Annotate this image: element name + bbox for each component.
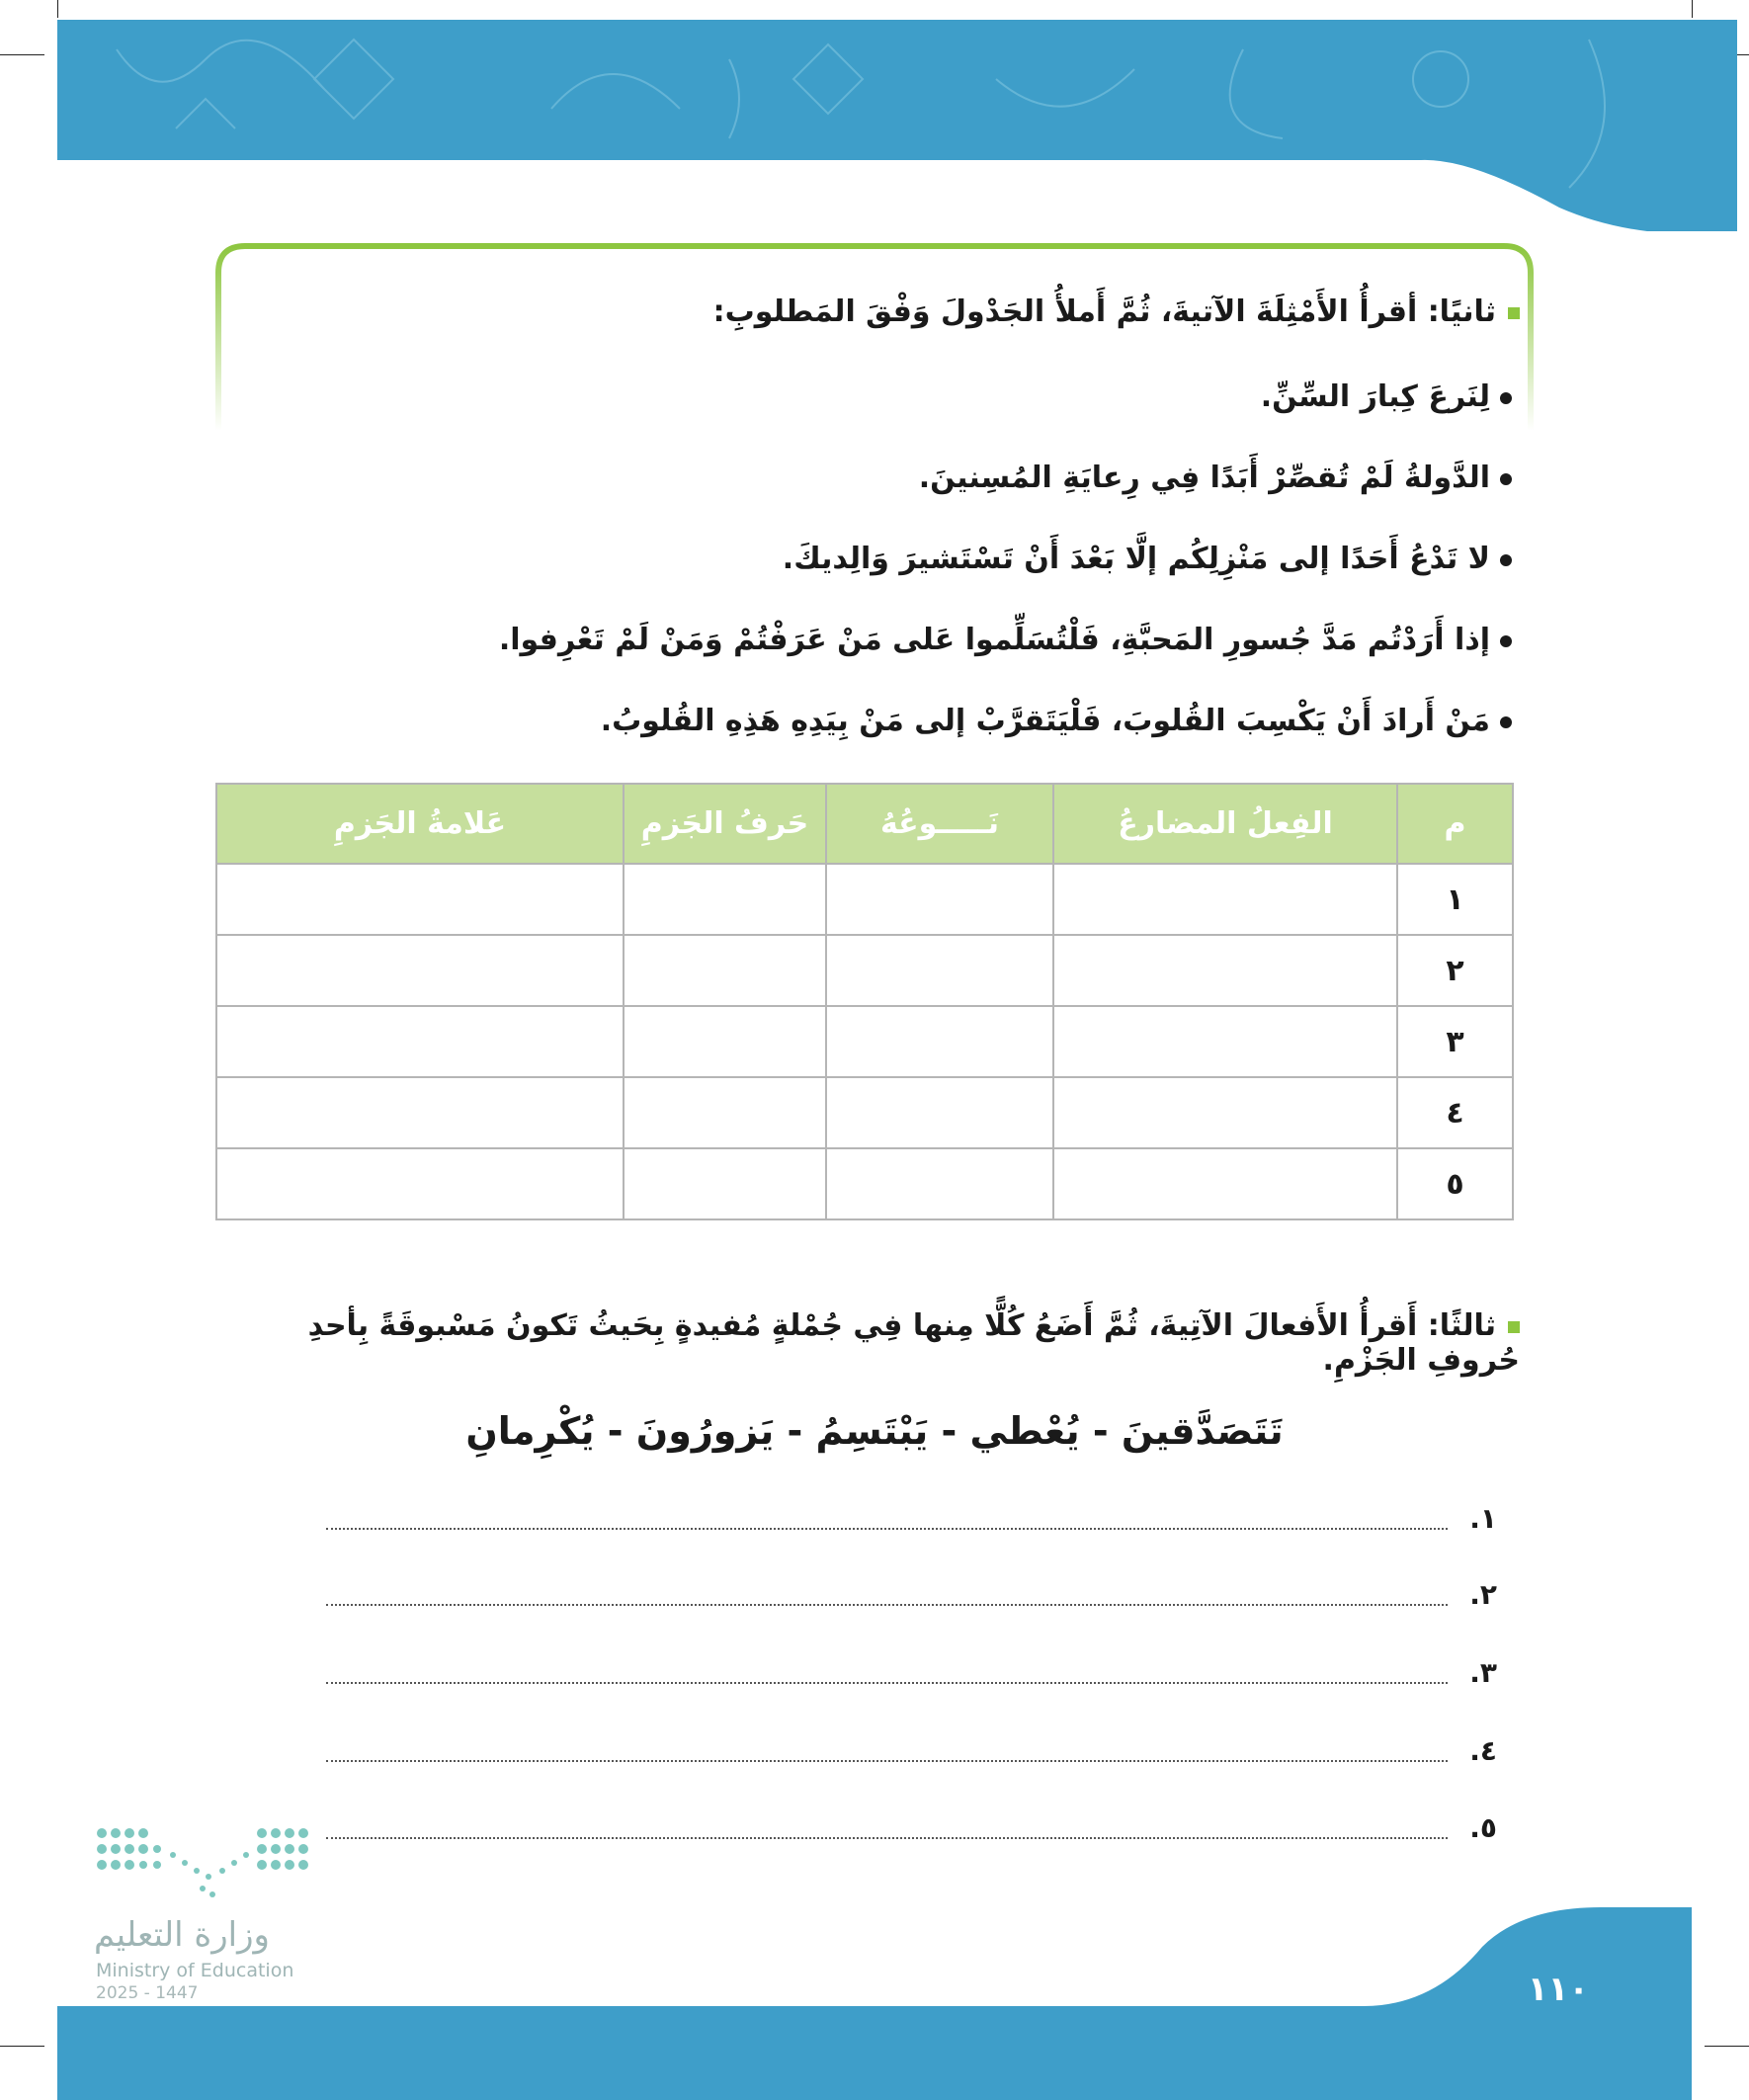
verbs-list: تَتَصَدَّقينَ - يُعْطي - يَبْتَسِمُ - يَزورُونَ - يُكْرِمانِ	[465, 1409, 1284, 1453]
ministry-name-en: Ministry of Education	[96, 1960, 294, 1981]
answer-cell[interactable]	[216, 1077, 624, 1148]
examples-list	[267, 366, 1512, 771]
answer-line[interactable]	[326, 1656, 1497, 1696]
answer-line[interactable]	[326, 1502, 1497, 1542]
dotted-line	[326, 1682, 1448, 1684]
row-number: ٤	[1397, 1077, 1513, 1148]
row-number: ٥	[1397, 1148, 1513, 1219]
answer-cell[interactable]	[624, 1148, 826, 1219]
table-row	[216, 864, 1513, 935]
section-heading-text: ثانيًا: أقرأُ الأَمْثِلَةَ الآتيةَ، ثُمَّ أَملأُ الجَدْولَ وَفْقَ المَطلوبِ:	[712, 294, 1496, 329]
column-header: نَـــــوعُهُ	[826, 784, 1053, 864]
answer-cell[interactable]	[216, 1148, 624, 1219]
list-item	[267, 528, 1512, 609]
table-row	[216, 1148, 1513, 1219]
row-number: ١	[1397, 864, 1513, 935]
answer-cell[interactable]	[826, 1077, 1053, 1148]
ministry-name-ar: وزارة التعليم	[94, 1915, 270, 1955]
ministry-logo-icon	[94, 1823, 321, 1902]
table-row	[216, 1077, 1513, 1148]
answer-line[interactable]	[326, 1578, 1497, 1618]
column-header: الفِعلُ المضارعُ	[1053, 784, 1397, 864]
column-header: م	[1397, 784, 1513, 864]
answer-cell[interactable]	[1053, 935, 1397, 1006]
answer-table	[215, 783, 1514, 1220]
table-header-row	[216, 784, 1513, 864]
crop-mark	[57, 0, 58, 18]
square-bullet-icon	[1508, 307, 1520, 319]
line-number: ٥.	[1469, 1811, 1497, 1844]
example-text: لا تَدْعُ أَحَدًا إلى مَنْزِلِكُم إلَّا بَعْدَ أَنْ تَسْتَشيرَ وَالِديكَ.	[782, 542, 1490, 576]
answer-cell[interactable]	[1053, 1148, 1397, 1219]
list-item	[267, 366, 1512, 447]
section-heading	[285, 294, 1520, 329]
answer-cell[interactable]	[826, 1148, 1053, 1219]
table-row	[216, 1006, 1513, 1077]
crop-mark	[1692, 0, 1693, 18]
answer-cell[interactable]	[216, 864, 624, 935]
crop-mark	[0, 54, 44, 55]
table-row	[216, 935, 1513, 1006]
header-band	[57, 20, 1737, 231]
list-item	[267, 609, 1512, 690]
answer-cell[interactable]	[624, 1006, 826, 1077]
answer-cell[interactable]	[826, 1006, 1053, 1077]
bullet-icon	[1500, 716, 1512, 728]
list-item	[267, 690, 1512, 771]
answer-cell[interactable]	[826, 864, 1053, 935]
row-number: ٢	[1397, 935, 1513, 1006]
answer-cell[interactable]	[216, 1006, 624, 1077]
answer-cell[interactable]	[624, 1077, 826, 1148]
dotted-line	[326, 1760, 1448, 1762]
row-number: ٣	[1397, 1006, 1513, 1077]
answer-line[interactable]	[326, 1811, 1497, 1851]
section-heading	[215, 1308, 1520, 1378]
line-number: ٢.	[1469, 1578, 1497, 1611]
example-text: مَنْ أَرادَ أَنْ يَكْسِبَ القُلوبَ، فَلْيَتَقرَّبْ إلى مَنْ بِيَدِهِ هَذِهِ القُلوبُ.	[600, 704, 1490, 738]
line-number: ١.	[1469, 1502, 1497, 1535]
answer-line[interactable]	[326, 1734, 1497, 1774]
example-text: الدَّولةُ لَمْ تُقصِّرْ أَبَدًا فِي رِعايَةِ المُسِنينَ.	[918, 461, 1490, 495]
section-heading-text: ثالثًا: أَقرأُ الأَفعالَ الآتِيةَ، ثُمَّ أَضَعُ كُلًّا مِنها فِي جُمْلةٍ مُفيدةٍ بِحَيثُ تَكونُ مَسْبوقَةً بِأحدِ حُروفِ الجَزْمِ.	[307, 1308, 1520, 1378]
answer-cell[interactable]	[216, 935, 624, 1006]
bullet-icon	[1500, 392, 1512, 404]
example-text: لِنَرعَ كِبارَ السِّنِّ.	[1260, 379, 1490, 414]
dotted-line	[326, 1528, 1448, 1530]
answer-cell[interactable]	[624, 864, 826, 935]
column-header: عَلامةُ الجَزمِ	[216, 784, 624, 864]
square-bullet-icon	[1508, 1321, 1520, 1333]
bullet-icon	[1500, 554, 1512, 566]
line-number: ٤.	[1469, 1734, 1497, 1767]
list-item	[267, 447, 1512, 528]
dotted-line	[326, 1837, 1448, 1839]
dotted-line	[326, 1604, 1448, 1606]
edition-year: 2025 - 1447	[96, 1983, 199, 2003]
answer-cell[interactable]	[1053, 1077, 1397, 1148]
bullet-icon	[1500, 635, 1512, 647]
line-number: ٣.	[1469, 1656, 1497, 1689]
answer-cell[interactable]	[624, 935, 826, 1006]
example-text: إذا أَرَدْتُم مَدَّ جُسورِ المَحبَّةِ، فَلْتُسَلِّموا عَلى مَنْ عَرَفْتُمْ وَمَنْ لَمْ تَعْرِفوا.	[498, 623, 1490, 657]
answer-cell[interactable]	[1053, 864, 1397, 935]
page-number: ١١٠	[1527, 1970, 1589, 2009]
answer-cell[interactable]	[826, 935, 1053, 1006]
column-header: حَرفُ الجَزمِ	[624, 784, 826, 864]
bullet-icon	[1500, 473, 1512, 485]
answer-cell[interactable]	[1053, 1006, 1397, 1077]
